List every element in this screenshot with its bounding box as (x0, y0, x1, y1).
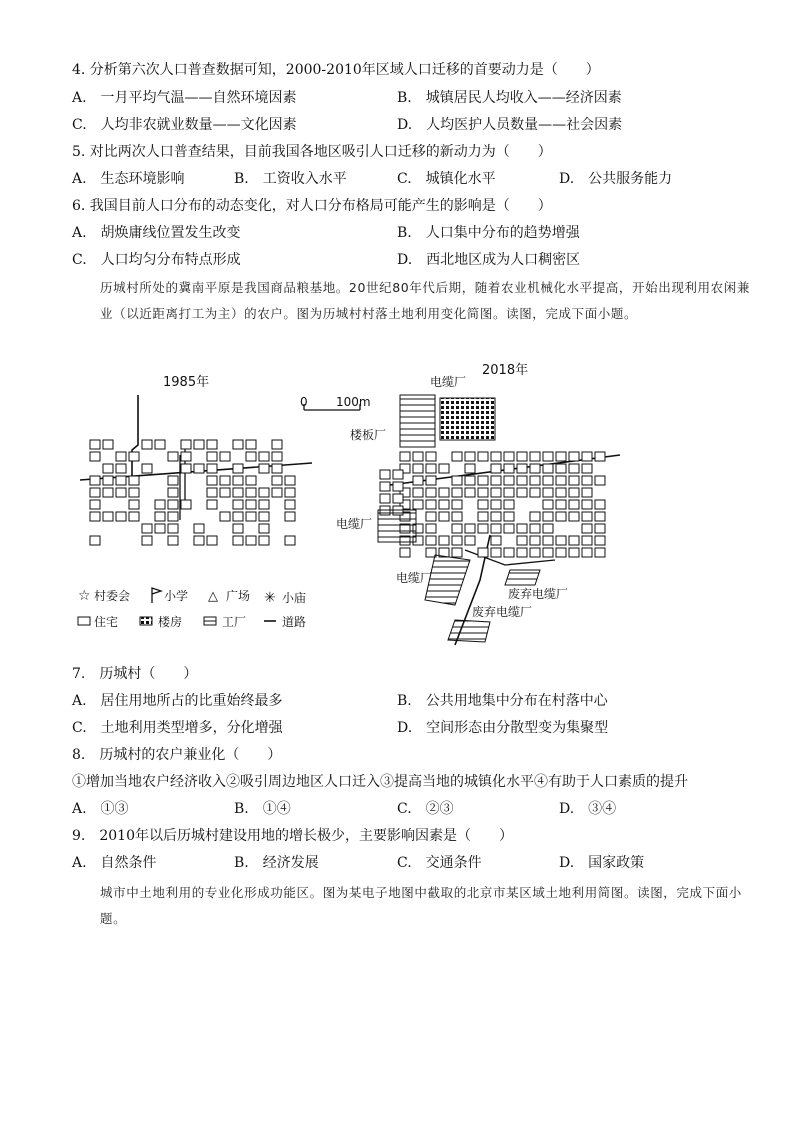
house-block (426, 476, 436, 485)
house-block (569, 512, 579, 521)
house-block (259, 536, 269, 545)
house-block (491, 536, 501, 545)
house-block (491, 452, 501, 461)
house-block (504, 524, 514, 533)
house-block (491, 548, 501, 557)
house-block (465, 488, 475, 497)
house-block (543, 476, 553, 485)
house-block (233, 512, 243, 521)
house-block (569, 464, 579, 473)
house-block (285, 512, 295, 521)
q8-option-d: D. ③④ (559, 801, 617, 817)
house-block (569, 536, 579, 545)
house-block (595, 512, 605, 521)
house-block (129, 500, 139, 509)
svg-text:小学: 小学 (164, 589, 189, 603)
house-block (452, 548, 462, 557)
house-block (259, 452, 269, 461)
q7-option-a: A. 居住用地所占的比重始终最多 (72, 693, 283, 709)
q6-option-b: B. 人口集中分布的趋势增强 (397, 225, 580, 241)
triangle-icon: △ (208, 589, 218, 604)
house-block (582, 500, 592, 509)
house-block (543, 524, 553, 533)
house-block (543, 488, 553, 497)
house-block (530, 536, 540, 545)
house-block (595, 524, 605, 533)
house-block (142, 440, 152, 449)
house-block (413, 452, 423, 461)
house-block (556, 452, 566, 461)
house-block (285, 500, 295, 509)
house-block (168, 488, 178, 497)
house-block (233, 476, 243, 485)
house-block (504, 512, 514, 521)
house-block (491, 524, 501, 533)
house-block (582, 524, 592, 533)
svg-text:道路: 道路 (282, 615, 307, 629)
village-1985 (80, 395, 312, 545)
svg-text:100m: 100m (336, 395, 371, 409)
house-block (380, 494, 390, 503)
house-block (439, 488, 449, 497)
house-block (207, 440, 217, 449)
q8-option-a: A. ①③ (72, 801, 129, 817)
passage-licheng: 历城村所处的冀南平原是我国商品粮基地。20世纪80年代后期，随着农业机械化水平提高，开始出现利用农闲兼业（以近距离打工为主）的农户。图为历城村村落土地利用变化简图。读图，完成下面小题。 (100, 280, 750, 321)
house-block (556, 464, 566, 473)
q5-stem: 5. 对比两次人口普查结果，目前我国各地区吸引人口迁移的新动力为（ ） (72, 144, 552, 160)
house-block (439, 536, 449, 545)
house-block (478, 452, 488, 461)
house-block (478, 512, 488, 521)
house-block (233, 464, 243, 473)
house-block (246, 500, 256, 509)
house-block (478, 500, 488, 509)
q9-stem: 9. 2010年以后历城村建设用地的增长极少，主要影响因素是（ ） (72, 828, 513, 844)
q7-option-c: C. 土地利用类型增多，分化增强 (72, 720, 283, 736)
q5-option-c: C. 城镇化水平 (397, 171, 496, 187)
house-block (400, 548, 410, 557)
house-block (233, 488, 243, 497)
house-block (129, 488, 139, 497)
house-block (413, 500, 423, 509)
q7-option-d: D. 空间形态由分散型变为集聚型 (397, 720, 609, 736)
house-block (556, 548, 566, 557)
house-block (543, 464, 553, 473)
house-block (452, 452, 462, 461)
q4-option-c: C. 人均非农就业数量——文化因素 (72, 117, 297, 133)
house-block (491, 500, 501, 509)
house-block (595, 452, 605, 461)
house-block (556, 500, 566, 509)
house-block (543, 536, 553, 545)
q4-stem: 4. 分析第六次人口普查数据可知，2000-2010年区域人口迁移的首要动力是（ ） (72, 62, 600, 78)
apartment-icon (140, 617, 152, 625)
q4-option-a: A. 一月平均气温——自然环境因素 (72, 90, 297, 106)
house-block (478, 548, 488, 557)
q6-stem: 6. 我国目前人口分布的动态变化，对人口分布格局可能产生的影响是（ ） (72, 198, 552, 214)
house-block (285, 488, 295, 497)
house-block (504, 476, 514, 485)
house-block (452, 488, 462, 497)
house-block (220, 488, 230, 497)
house-block (452, 500, 462, 509)
house-block (439, 512, 449, 521)
house-block (426, 464, 436, 473)
house-block (517, 452, 527, 461)
q4-option-d: D. 人均医护人员数量——社会因素 (397, 117, 623, 133)
house-block (233, 536, 243, 545)
passage-beijing: 城市中土地利用的专业化形成功能区。图为某电子地图中截取的北京市某区域土地利用简图。读图，完成下面小题。 (100, 885, 742, 926)
house-block (168, 524, 178, 533)
house-block (582, 476, 592, 485)
house-block (530, 452, 540, 461)
house-block (504, 548, 514, 557)
label-cable-factory-top: 电缆厂 (430, 375, 467, 389)
label-building-board-factory: 楼板厂 (350, 428, 387, 442)
house-block (259, 512, 269, 521)
house-block (517, 464, 527, 473)
svg-text:住宅: 住宅 (94, 615, 119, 629)
house-block (400, 452, 410, 461)
house-block (426, 524, 436, 533)
house-block (517, 536, 527, 545)
house-block (595, 548, 605, 557)
house-block (155, 512, 165, 521)
q4-option-b: B. 城镇居民人均收入——经济因素 (397, 90, 622, 106)
q8-statements: ①增加当地农户经济收入②吸引周边地区人口迁入③提高当地的城镇化水平④有助于人口素质的提升 (72, 774, 688, 790)
q9-option-c: C. 交通条件 (397, 855, 482, 871)
house-block (246, 512, 256, 521)
house-block (543, 512, 553, 521)
house-block (207, 536, 217, 545)
house-block (207, 500, 217, 509)
house-block (595, 536, 605, 545)
house-block (272, 488, 282, 497)
flag-icon (152, 588, 161, 603)
house-block (181, 464, 191, 473)
house-block (272, 452, 282, 461)
house-block (380, 470, 390, 479)
house-block (155, 524, 165, 533)
q6-option-a: A. 胡焕庸线位置发生改变 (72, 225, 241, 241)
house-block (220, 476, 230, 485)
svg-text:工厂: 工厂 (222, 615, 247, 629)
house-block (491, 512, 501, 521)
house-block (504, 500, 514, 509)
q5-option-a: A. 生态环境影响 (72, 171, 185, 187)
house-block (530, 512, 540, 521)
house-block (233, 440, 243, 449)
house-block (90, 512, 100, 521)
house-block (595, 500, 605, 509)
svg-text:村委会: 村委会 (94, 589, 131, 603)
house-block (259, 500, 269, 509)
house-block (181, 440, 191, 449)
house-block (207, 452, 217, 461)
house-block (491, 476, 501, 485)
house-block (142, 536, 152, 545)
house-block (194, 440, 204, 449)
house-block (530, 464, 540, 473)
house-block (90, 536, 100, 545)
house-block (246, 440, 256, 449)
house-block (181, 500, 191, 509)
house-block (103, 476, 113, 485)
year-2018-label: 2018年 (482, 363, 529, 378)
house-block (517, 476, 527, 485)
house-block (259, 464, 269, 473)
house-block (465, 476, 475, 485)
q6-option-d: D. 西北地区成为人口稠密区 (397, 252, 581, 268)
q5-option-d: D. 公共服务能力 (559, 171, 673, 187)
star-icon: ☆ (78, 588, 91, 604)
house-block (103, 440, 113, 449)
house-block (439, 464, 449, 473)
house-block (116, 464, 126, 473)
house-block (478, 476, 488, 485)
house-block (246, 488, 256, 497)
house-block (517, 488, 527, 497)
house-block (595, 476, 605, 485)
house-block (207, 464, 217, 473)
house-block (168, 536, 178, 545)
house-block (207, 488, 217, 497)
house-block (569, 452, 579, 461)
house-block (543, 500, 553, 509)
svg-text:楼房: 楼房 (158, 615, 183, 629)
house-block (530, 488, 540, 497)
house-block (129, 452, 139, 461)
q9-option-b: B. 经济发展 (234, 855, 319, 871)
q6-option-c: C. 人口均匀分布特点形成 (72, 252, 241, 268)
q8-option-c: C. ②③ (397, 801, 454, 817)
q7-stem: 7. 历城村（ ） (72, 666, 198, 682)
house-block (272, 440, 282, 449)
house-block (582, 452, 592, 461)
label-cable-factory-left: 电缆厂 (336, 517, 373, 531)
house-block (504, 452, 514, 461)
house-block (233, 524, 243, 533)
house-block (504, 488, 514, 497)
house-block (413, 464, 423, 473)
house-block (465, 536, 475, 545)
q5-option-b: B. 工资收入水平 (234, 171, 347, 187)
svg-text:小庙: 小庙 (282, 591, 307, 605)
house-block (569, 476, 579, 485)
house-block (259, 488, 269, 497)
house-block (116, 512, 126, 521)
house-block (393, 482, 403, 491)
house-block (116, 476, 126, 485)
house-block (569, 488, 579, 497)
house-block (582, 536, 592, 545)
house-block (168, 476, 178, 485)
house-block (426, 536, 436, 545)
year-1985-label: 1985年 (163, 375, 210, 390)
house-block (168, 452, 178, 461)
house-block (465, 464, 475, 473)
house-block (543, 548, 553, 557)
house-block (168, 512, 178, 521)
house-block (90, 476, 100, 485)
house-block (452, 524, 462, 533)
house-block (413, 476, 423, 485)
house-block (582, 548, 592, 557)
house-block (90, 440, 100, 449)
house-block (393, 470, 403, 479)
label-abandoned-factory-2: 废弃电缆厂 (472, 605, 533, 619)
house-block (90, 500, 100, 509)
house-block (194, 524, 204, 533)
label-abandoned-factory-1: 废弃电缆厂 (508, 587, 569, 601)
house-block (285, 476, 295, 485)
house-block (556, 536, 566, 545)
house-block (478, 488, 488, 497)
house-block (168, 500, 178, 509)
house-block (426, 488, 436, 497)
house-block (259, 524, 269, 533)
house-block (426, 452, 436, 461)
house-block (233, 500, 243, 509)
house-block (103, 464, 113, 473)
house-block (543, 452, 553, 461)
house-block (272, 464, 282, 473)
house-block (530, 548, 540, 557)
house-block (90, 488, 100, 497)
q9-option-d: D. 国家政策 (559, 855, 645, 871)
scale-bar (300, 395, 371, 410)
house-block (246, 476, 256, 485)
house-block (556, 512, 566, 521)
house-block (142, 464, 152, 473)
house-block (426, 500, 436, 509)
house-block (116, 452, 126, 461)
house-block (465, 524, 475, 533)
svg-text:广场: 广场 (226, 589, 251, 603)
house-block (155, 500, 165, 509)
house-block (246, 452, 256, 461)
asterisk-icon: ✳ (264, 590, 276, 606)
house-block (517, 524, 527, 533)
house-block (380, 482, 390, 491)
house-block (194, 536, 204, 545)
q7-option-b: B. 公共用地集中分布在村落中心 (397, 693, 608, 709)
house-block (491, 464, 501, 473)
house-block (491, 488, 501, 497)
house-block (116, 488, 126, 497)
svg-text:0: 0 (300, 395, 308, 409)
q8-option-b: B. ①④ (234, 801, 291, 817)
label-cable-factory-bottom: 电缆厂 (396, 571, 433, 585)
q8-stem: 8. 历城村的农户兼业化（ ） (72, 747, 282, 763)
house-block (556, 488, 566, 497)
house-block (426, 512, 436, 521)
house-block (155, 440, 165, 449)
house-block (582, 464, 592, 473)
factory-icon (204, 617, 216, 625)
house-block (530, 524, 540, 533)
house-block (103, 488, 113, 497)
land-use-map (60, 360, 660, 660)
house-block (142, 524, 152, 533)
house-block (530, 476, 540, 485)
house-block (452, 512, 462, 521)
house-block (194, 464, 204, 473)
house-block (582, 488, 592, 497)
house-block (103, 512, 113, 521)
house-block (569, 548, 579, 557)
house-block (478, 524, 488, 533)
house-block (439, 500, 449, 509)
house-block (582, 512, 592, 521)
house-block (246, 536, 256, 545)
house-block (517, 548, 527, 557)
house-block (272, 476, 282, 485)
house-block (220, 452, 230, 461)
house-block (452, 476, 462, 485)
house-block (207, 476, 217, 485)
map-legend (78, 588, 306, 629)
residence-icon (78, 617, 90, 625)
house-block (452, 536, 462, 545)
house-block (90, 452, 100, 461)
house-block (129, 512, 139, 521)
house-block (413, 488, 423, 497)
house-block (556, 476, 566, 485)
house-block (465, 452, 475, 461)
house-block (504, 464, 514, 473)
house-block (393, 494, 403, 503)
house-block (181, 452, 191, 461)
house-block (285, 536, 295, 545)
house-block (129, 476, 139, 485)
q9-option-a: A. 自然条件 (72, 855, 157, 871)
house-block (220, 512, 230, 521)
house-block (569, 500, 579, 509)
